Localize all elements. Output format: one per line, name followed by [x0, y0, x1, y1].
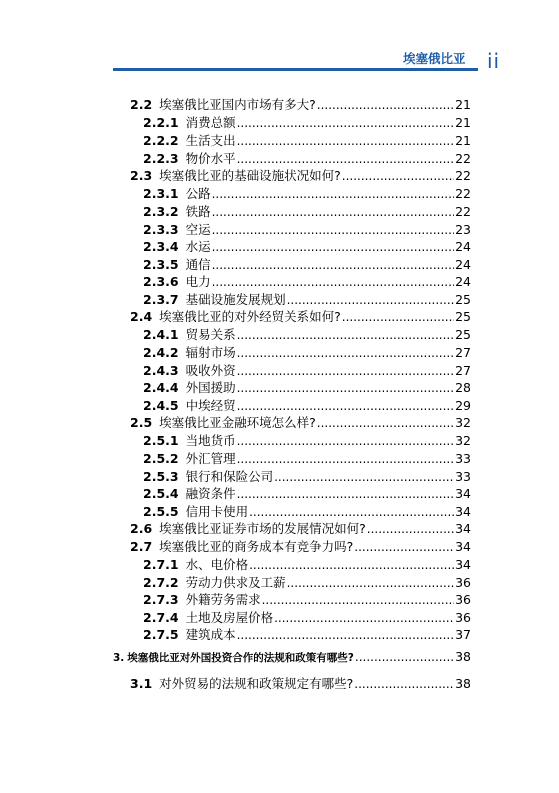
toc-entry[interactable] [143, 573, 471, 591]
toc-leader [355, 650, 454, 664]
toc-entry-title: 银行和保险公司 [185, 469, 274, 484]
toc-entry-number: 2.3.3 [143, 222, 179, 237]
toc-entry-number: 2.5.2 [143, 451, 179, 466]
toc-entry[interactable] [143, 272, 471, 290]
toc-entry-page: 22 [455, 186, 471, 201]
toc-entry-page: 34 [455, 539, 471, 554]
toc-entry[interactable] [143, 343, 471, 361]
toc-entry-number: 2.3.6 [143, 274, 179, 289]
toc-entry-page: 36 [455, 592, 471, 607]
toc-entry[interactable] [143, 237, 471, 255]
toc-entry-page: 29 [455, 398, 471, 413]
toc-entry-number: 2.5.3 [143, 469, 179, 484]
toc-entry-number: 2.4.5 [143, 398, 179, 413]
toc-entry-number: 2.3.7 [143, 292, 179, 307]
toc-entry-number: 2.3.4 [143, 239, 179, 254]
toc-entry-number: 2.4.3 [143, 363, 179, 378]
toc-entry-page: 37 [455, 627, 471, 642]
toc-entry-title: 铁路 [185, 204, 211, 219]
toc-entry-title: 通信 [185, 257, 211, 272]
toc-entry[interactable] [130, 95, 471, 113]
toc-entry-page: 33 [455, 451, 471, 466]
toc-entry-number: 2.3.2 [143, 204, 179, 219]
toc-entry-title: 辐射市场 [185, 345, 236, 360]
toc-entry-number: 2.7.5 [143, 627, 179, 642]
toc-entry-page: 21 [455, 97, 471, 112]
toc-entry[interactable] [143, 502, 471, 520]
toc-entry-page: 25 [455, 309, 471, 324]
toc-entry-number: 2.5.1 [143, 433, 179, 448]
toc-entry-number: 2.7 [130, 539, 153, 554]
toc-entry-number: 2.2.1 [143, 115, 179, 130]
toc-entry-title: 埃塞俄比亚对外国投资合作的法规和政策有哪些? [127, 652, 354, 664]
toc-entry-number: 2.7.2 [143, 575, 179, 590]
toc-entry-page: 24 [455, 257, 471, 272]
toc-entry-title: 消费总额 [185, 115, 236, 130]
toc-leader [212, 258, 454, 272]
toc-entry-page: 36 [455, 610, 471, 625]
toc-entry-page: 22 [455, 204, 471, 219]
toc-entry-page: 38 [455, 676, 471, 691]
toc-entry-page: 33 [455, 469, 471, 484]
toc-entry-number: 2.4.1 [143, 327, 179, 342]
toc-entry[interactable] [143, 131, 471, 149]
toc-entry[interactable] [143, 555, 471, 573]
toc-entry-title: 电力 [185, 274, 211, 289]
toc-entry-title: 埃塞俄比亚的对外经贸关系如何? [159, 309, 341, 324]
toc-leader [237, 152, 454, 166]
toc-entry-page: 24 [455, 274, 471, 289]
toc-entry-number: 3.1 [130, 676, 153, 691]
toc-leader [317, 98, 454, 112]
toc-entry-title: 外汇管理 [185, 451, 236, 466]
toc-leader [237, 628, 454, 642]
toc-entry[interactable] [143, 255, 471, 273]
toc-leader [274, 470, 454, 484]
toc-entry-page: 23 [455, 222, 471, 237]
toc-entry[interactable] [143, 378, 471, 396]
toc-entry[interactable] [143, 290, 471, 308]
toc-leader [342, 169, 454, 183]
toc-leader [287, 576, 454, 590]
toc-entry[interactable] [143, 113, 471, 131]
toc-entry-page: 25 [455, 327, 471, 342]
toc-entry-number: 2.2 [130, 97, 153, 112]
toc-entry-page: 27 [455, 363, 471, 378]
toc-leader [237, 399, 454, 413]
toc-chapter-entry[interactable] [113, 649, 471, 667]
toc-entry-title: 埃塞俄比亚的商务成本有竞争力吗? [159, 539, 354, 554]
toc-entry-number: 2.5 [130, 415, 153, 430]
toc-entry[interactable] [130, 537, 471, 555]
toc-leader [262, 593, 454, 607]
toc-entry-title: 贸易关系 [185, 327, 236, 342]
toc-leader [212, 223, 454, 237]
toc-entry-page: 32 [455, 433, 471, 448]
toc-entry-title: 对外贸易的法规和政策规定有哪些? [159, 676, 354, 691]
toc-entry-page: 34 [455, 521, 471, 536]
toc-entry-title: 水运 [185, 239, 211, 254]
toc-leader [354, 540, 454, 554]
toc-entry-number: 2.2.3 [143, 151, 179, 166]
toc-entry[interactable] [143, 484, 471, 502]
toc-entry-title: 中埃经贸 [185, 398, 236, 413]
toc-entry[interactable] [130, 413, 471, 431]
toc-entry-number: 2.6 [130, 521, 153, 536]
toc-entry[interactable] [130, 519, 471, 537]
toc-entry[interactable] [143, 467, 471, 485]
toc-entry-page: 21 [455, 133, 471, 148]
toc-entry-title: 劳动力供求及工薪 [185, 575, 286, 590]
toc-entry-number: 2.7.3 [143, 592, 179, 607]
toc-entry-number: 2.4 [130, 309, 153, 324]
toc-leader [342, 310, 454, 324]
toc-entry-page: 21 [455, 115, 471, 130]
toc-entry[interactable] [143, 202, 471, 220]
toc-entry[interactable] [143, 149, 471, 167]
toc-leader [237, 487, 454, 501]
toc-leader [237, 346, 454, 360]
toc-leader [354, 677, 454, 691]
toc-entry-title: 信用卡使用 [185, 504, 249, 519]
toc-entry-page: 22 [455, 168, 471, 183]
toc-entry-title: 空运 [185, 222, 211, 237]
header-title: 埃塞俄比亚 [403, 51, 466, 66]
toc-leader [212, 205, 454, 219]
toc-entry[interactable] [143, 590, 471, 608]
toc-entry[interactable] [143, 608, 471, 626]
toc-entry-page: 36 [455, 575, 471, 590]
toc-leader [317, 416, 454, 430]
toc-entry[interactable] [143, 361, 471, 379]
toc-leader [237, 328, 454, 342]
toc-entry-title: 埃塞俄比亚金融环境怎么样? [159, 415, 316, 430]
toc-entry-title: 物价水平 [185, 151, 236, 166]
toc-leader [237, 116, 454, 130]
toc-leader [237, 381, 454, 395]
toc-entry-page: 34 [455, 504, 471, 519]
toc-entry[interactable] [143, 431, 471, 449]
toc-entry-title: 水、电价格 [185, 557, 249, 572]
toc-entry-page: 34 [455, 486, 471, 501]
toc-entry-number: 2.7.1 [143, 557, 179, 572]
toc-entry-title: 建筑成本 [185, 627, 236, 642]
toc-entry-number: 2.2.2 [143, 133, 179, 148]
toc-entry-title: 基础设施发展规划 [185, 292, 286, 307]
toc-leader [237, 452, 454, 466]
toc-leader [249, 558, 454, 572]
toc-entry-title: 生活支出 [185, 133, 236, 148]
toc-entry[interactable] [130, 307, 471, 325]
toc-entry-title: 吸收外资 [185, 363, 236, 378]
toc-entry-title: 融资条件 [185, 486, 236, 501]
toc-entry-title: 埃塞俄比亚证券市场的发展情况如何? [159, 521, 366, 536]
toc-entry[interactable] [143, 625, 471, 643]
page-number: ii [487, 49, 501, 73]
toc-entry[interactable] [130, 166, 471, 184]
toc-entry-number: 2.7.4 [143, 610, 179, 625]
header-rule [113, 68, 478, 71]
toc-leader [249, 505, 454, 519]
toc-entry-page: 38 [455, 649, 471, 664]
toc-leader [274, 611, 454, 625]
toc-leader [212, 275, 454, 289]
toc-entry-number: 2.4.4 [143, 380, 179, 395]
toc-entry[interactable] [143, 396, 471, 414]
toc-entry-title: 当地货币 [185, 433, 236, 448]
toc-entry-number: 2.3 [130, 168, 153, 183]
toc-entry-page: 34 [455, 557, 471, 572]
toc-leader [367, 522, 454, 536]
toc-entry-number: 2.5.4 [143, 486, 179, 501]
toc-entry-title: 公路 [185, 186, 211, 201]
toc-entry-title: 外籍劳务需求 [185, 592, 261, 607]
toc-entry-page: 27 [455, 345, 471, 360]
toc-entry-page: 22 [455, 151, 471, 166]
toc-entry[interactable] [143, 325, 471, 343]
toc-entry-number: 3. [113, 652, 125, 664]
toc-leader [237, 434, 454, 448]
toc-leader [237, 134, 454, 148]
toc-leader [212, 240, 454, 254]
toc-entry-title: 土地及房屋价格 [185, 610, 274, 625]
toc-entry-page: 25 [455, 292, 471, 307]
toc-entry-number: 2.5.5 [143, 504, 179, 519]
toc-entry[interactable] [143, 449, 471, 467]
toc-entry[interactable] [143, 184, 471, 202]
toc-entry-page: 24 [455, 239, 471, 254]
toc-entry-title: 埃塞俄比亚的基础设施状况如何? [159, 168, 341, 183]
toc-entry-title: 埃塞俄比亚国内市场有多大? [159, 97, 316, 112]
toc-entry-title: 外国援助 [185, 380, 236, 395]
toc-entry-number: 2.4.2 [143, 345, 179, 360]
toc-leader [212, 187, 454, 201]
toc-entry-page: 28 [455, 380, 471, 395]
toc-entry[interactable] [143, 220, 471, 238]
toc-leader [287, 293, 454, 307]
toc-entry-page: 32 [455, 415, 471, 430]
toc-entry-number: 2.3.5 [143, 257, 179, 272]
toc-leader [237, 364, 454, 378]
toc-entry-number: 2.3.1 [143, 186, 179, 201]
toc-entry[interactable] [130, 674, 471, 692]
